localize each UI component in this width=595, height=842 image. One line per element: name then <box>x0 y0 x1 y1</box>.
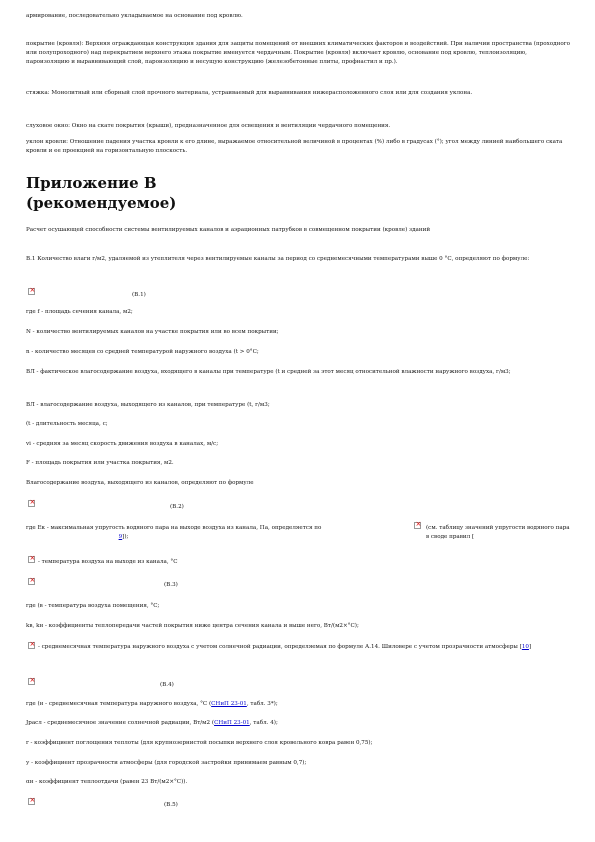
text-line: Расчет осушающей способности системы вентилируемых каналов и аэрационных патрубков в совмещенном покрытии (кровле) зданий <box>26 227 431 233</box>
text-line: армирование, последовательно укладываемое на основание под кровлю. <box>26 13 243 19</box>
text-line: r - коэффициент поглощения теплоты (для крупнозернистой посыпки верхнего слоя кровельного ковра равен 0,75); <box>26 740 373 746</box>
text-line: ВЛ - влагосодержание воздуха, выходящего из каналов, при температуре (t, г/м3; <box>26 402 270 408</box>
text-line: F - площадь покрытия или участка покрытия, м2. <box>26 460 174 466</box>
text-line: Влагосодержание воздуха, выходящего из каналов, определяют по формуле <box>26 480 254 486</box>
definition-slukhovoe-okno: слуховое окно: Окно на скате покрытия (крыши), предназначенное для освещения и вентиляции чердачного помещения. <box>26 123 391 129</box>
formula-image-icon <box>414 522 421 529</box>
reference-link-9[interactable]: 9 <box>118 534 123 540</box>
equation-number: (В.4) <box>160 682 174 688</box>
text-line: - температура воздуха на выходе из канала, °С <box>38 559 178 565</box>
text-line: αн - коэффициент теплоотдачи (равен 23 Вт/(м2×°С)). <box>26 779 188 785</box>
definition-uklon: уклон кровли: Отношение падения участка кровли к его длине, выражаемое относительной величиной в процентах (%) либо в градусах (°); угол между линией наибольшего ската кровли и ее проекцией на горизонтальную плоскость. <box>26 139 563 154</box>
reference-link-10[interactable]: 10 <box>521 644 529 650</box>
formula-image-icon <box>28 798 35 805</box>
equation-number: (В.1) <box>132 292 146 298</box>
equation-number: (В.5) <box>164 802 178 808</box>
formula-image-icon <box>28 288 35 295</box>
formula-image-icon <box>28 578 35 585</box>
equation-number: (В.2) <box>170 504 184 510</box>
appendix-title: Приложение В <box>26 174 157 192</box>
text-line: ВЛ - фактическое влагосодержание воздуха, входящего в каналы при температуре (t и средней за этот месяц относительной влажности наружного воздуха, г/м3; <box>26 369 511 375</box>
text-line: N - количество вентилируемых каналов на участке покрытия или во всем покрытии; <box>26 329 279 335</box>
text-line: vi - средняя за месяц скорость движения воздуха в каналах, м/с; <box>26 441 219 447</box>
text-line: 9]); <box>118 534 129 540</box>
text-line: (см. таблицу значений упругости водяного пара в своде правил [ <box>426 525 570 540</box>
equation-number: (В.3) <box>164 582 178 588</box>
text-line: n - количество месяцев со средней температурой наружного воздуха (t > 0°С; <box>26 349 259 355</box>
text-line: где f - площадь сечения канала, м2; <box>26 309 133 315</box>
text-line: kв, kн - коэффициенты теплопередачи частей покрытия ниже центра сечения канала и выше него, Вт/(м2×°С); <box>26 623 359 629</box>
text-line: В.1 Количество влаги г/м2, удаляемой из утеплителя через вентилируемые каналы за период со среднемесячными температурами выше 0 °С, определяют по формуле: <box>26 256 530 262</box>
formula-image-icon <box>28 678 35 685</box>
snip-link[interactable]: СНиП 23-01 <box>214 720 250 726</box>
text-line: где Ек - максимальная упругость водяного пара на выходе воздуха из канала, Па, определяется по <box>26 525 322 531</box>
definition-pokrytie: покрытие (кровля): Верхняя ограждающая конструкция здания для защиты помещений от внешних климатических факторов и воздействий. При наличии пространства (проходного или полупроходного) над перекрытием верхнего этажа покрытие именуется чердачным. Покрытие (кровля) включает кровлю, основание под кровлю, теплоизоляцию, пароизоляцию и выравнивающий слой, пароизоляцию и несущую конструкцию (железобетонные плиты, профнастил и пр.). <box>26 41 570 65</box>
formula-image-icon <box>28 556 35 563</box>
snip-link[interactable]: СНиП 23-01 <box>211 701 247 707</box>
formula-image-icon <box>28 500 35 507</box>
definition-styazhka: стяжка: Монолитный или сборный слой прочного материала, устраиваемый для выравнивания нижерасположенного слоя или для создания уклона. <box>26 90 473 96</box>
text-line: - среднемесячная температура наружного воздуха с учетом солнечной радиации, определяемая по формуле А.14. Шиловере с учетом прозрачности атмосферы [10] <box>38 644 532 650</box>
text-line: где (в - температура воздуха помещения, °С; <box>26 603 160 609</box>
formula-image-icon <box>28 642 35 649</box>
appendix-subtitle: (рекомендуемое) <box>26 194 177 212</box>
text-line: Jрасл - среднемесячное значение солнечной радиации, Вт/м2 (СНиП 23-01, табл. 4); <box>26 720 278 726</box>
text-line: (t - длительность месяца, с; <box>26 421 108 427</box>
text-line: где (н - среднемесячная температура наружного воздуха, °С (СНиП 23-01, табл. 3*); <box>26 701 278 707</box>
text-line: у - коэффициент прозрачности атмосферы (для городской застройки принимаем равным 0,7); <box>26 760 307 766</box>
